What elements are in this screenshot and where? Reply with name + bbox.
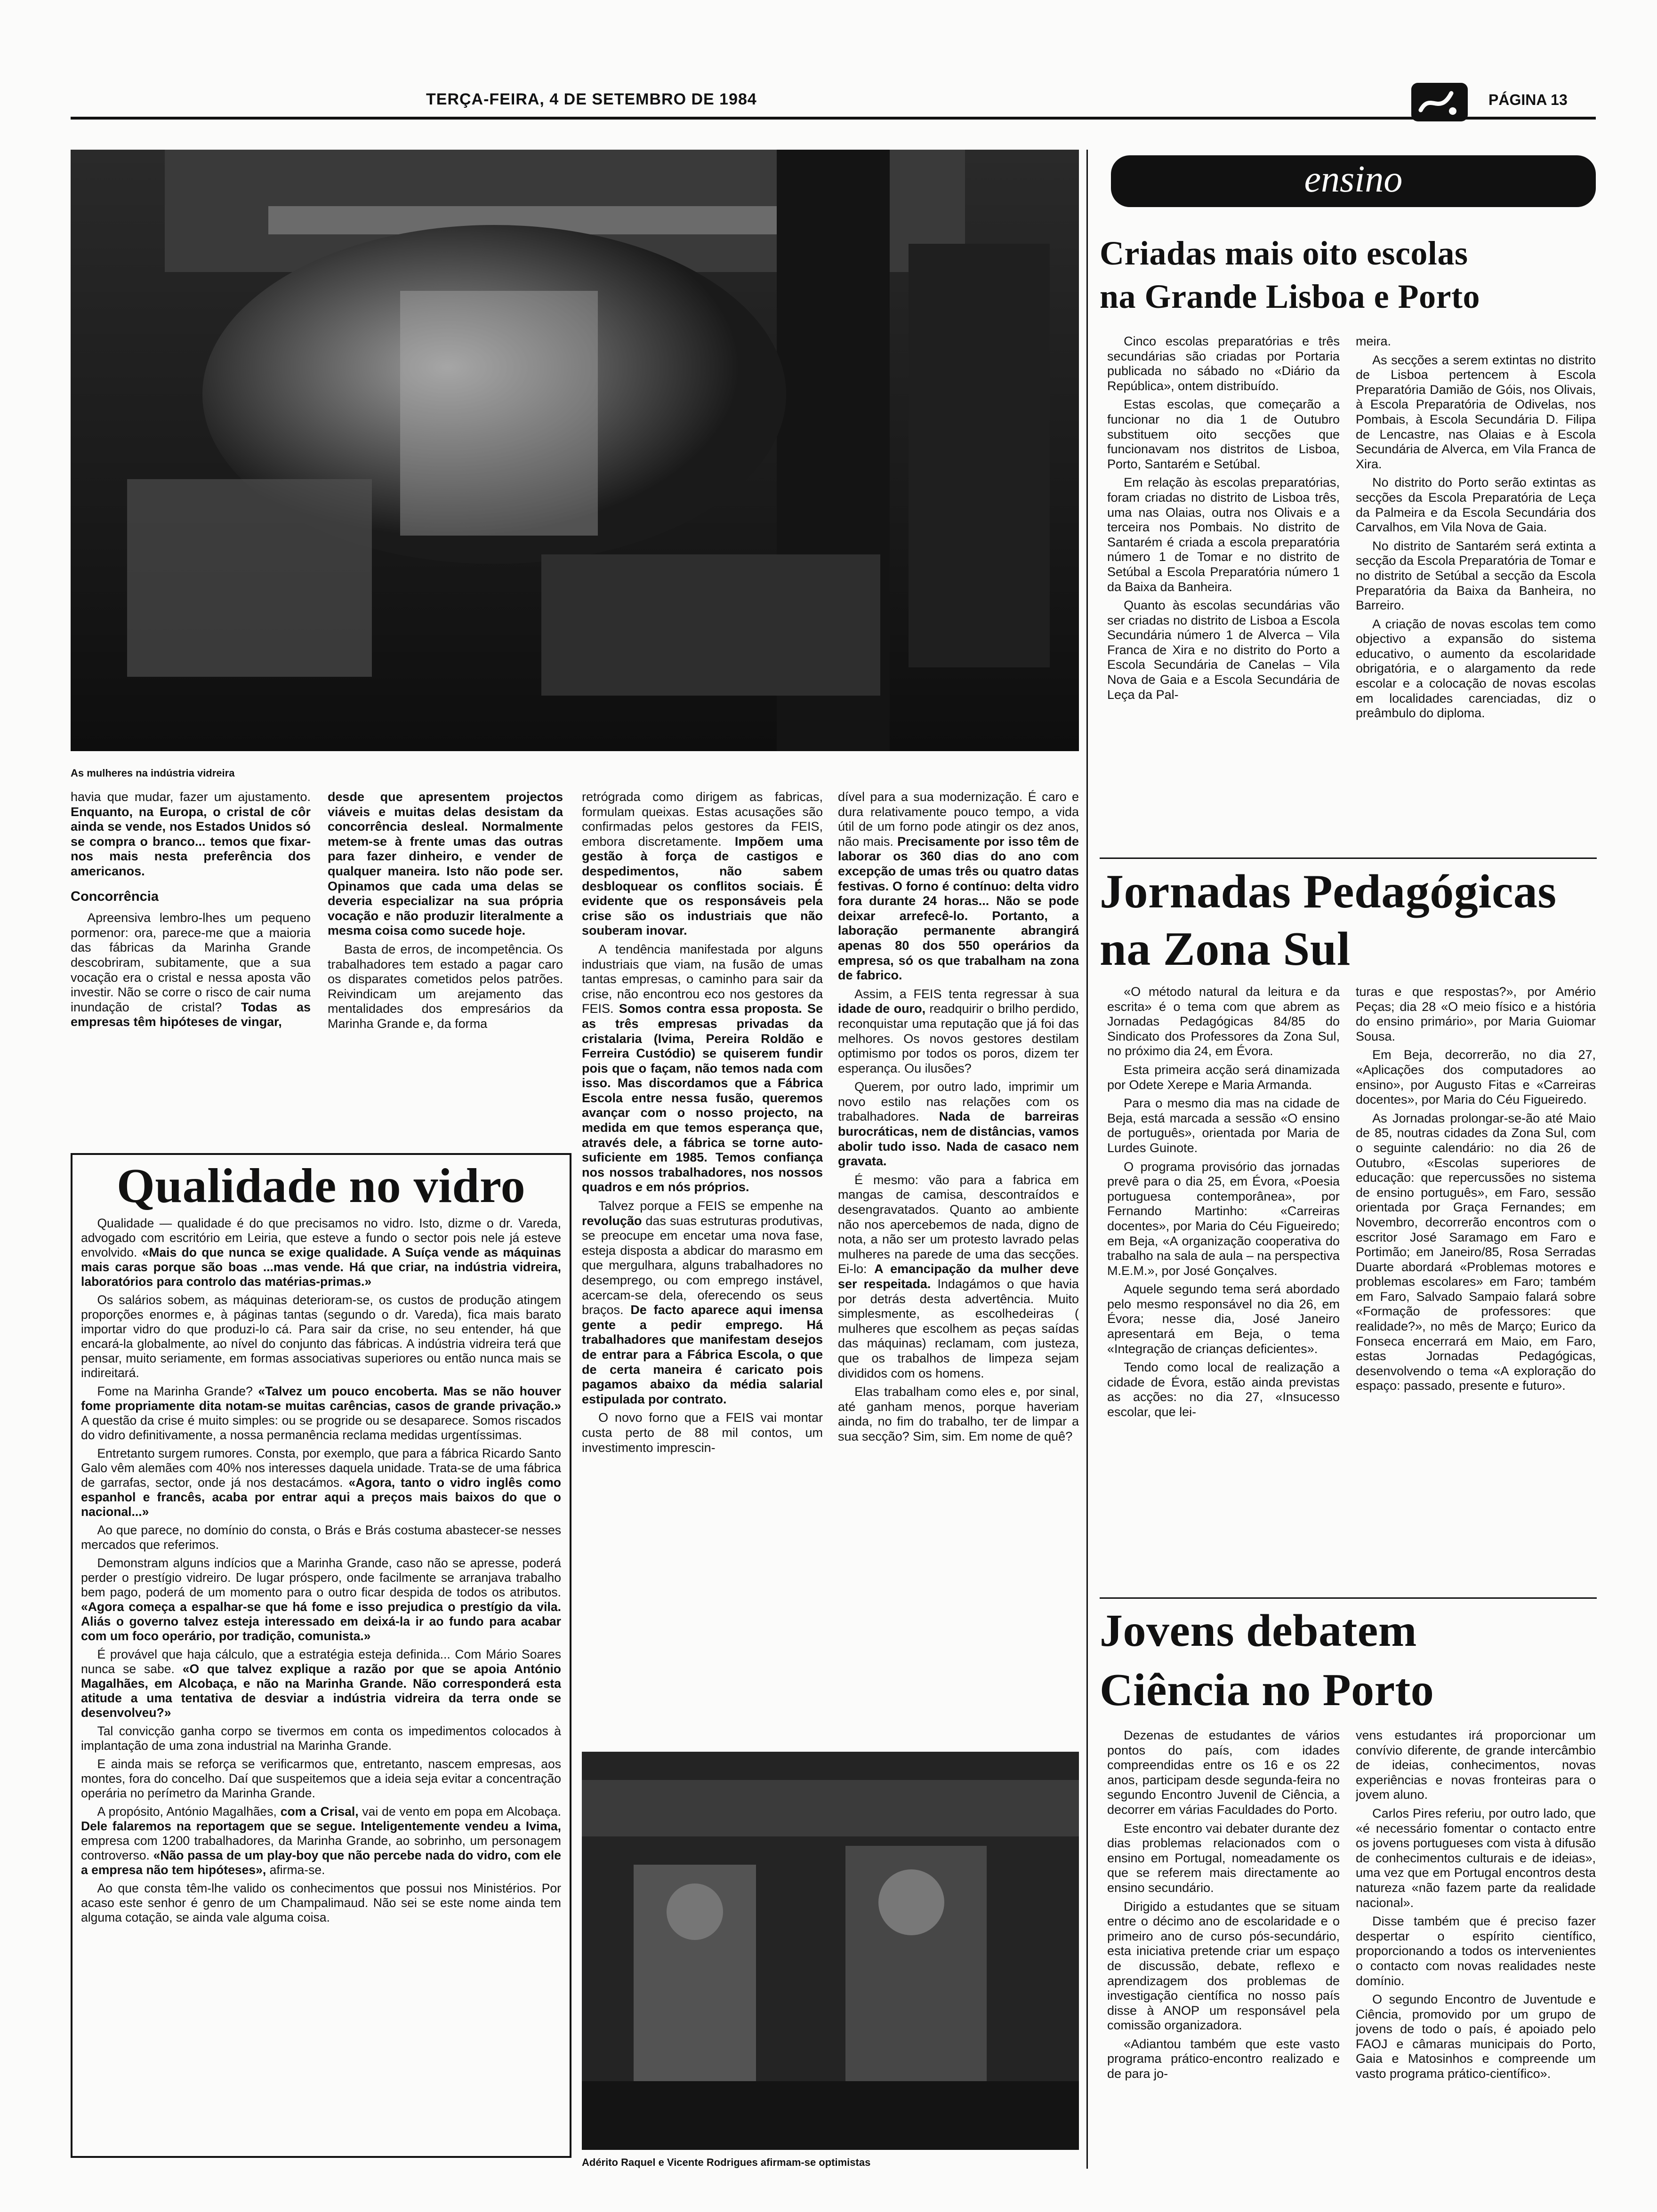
paragraph: dível para a sua modernização. É caro e dura relativamente pouco tempo, a vida útil de um forno pode atingir os dez anos, não mais. Precisamente por isso têm de laborar os 360 dias do ano com excepção de umas três ou quatro datas festivas. O forno é contínuo: delta vidro fora durante 24 horas... Não se pode deixar arrefecê-lo. Portanto, a laboração permanente abrangirá apenas 80 dos 550 operários da empresa, só os que trabalham na zona de fabrico. — [838, 790, 1079, 983]
jovens-column-1 — [1107, 1728, 1340, 2175]
escolas-column-2 — [1356, 334, 1596, 857]
logo-glyph-icon — [1411, 83, 1468, 121]
paragraph: Assim, a FEIS tenta regressar à sua idade de ouro, readquirir o brilho perdido, reconquistar uma reputação que já foi das melhores. Os novos gestores destilam optimismo por todos os poros, dizem ter esperança. Ou ilusões? — [838, 986, 1079, 1075]
glass-factory-photo — [71, 150, 1079, 751]
paragraph: Tal convicção ganha corpo se tivermos em conta os impedimentos colocados à implantação de uma zona industrial na Marinha Grande. — [81, 1724, 561, 1753]
paragraph: Dirigido a estudantes que se situam entre o décimo ano de escolaridade e o primeiro ano de curso pós-secundário, esta iniciativa pretende criar um espaço de discussão, debate, reflexo e aprendizagem dos problemas de investigação científica no nosso país disse à ANOP um responsável pela comissão organizadora. — [1107, 1899, 1340, 2033]
headline-line: Criadas mais oito escolas — [1100, 234, 1468, 272]
page-number: PÁGINA 13 — [1488, 91, 1568, 108]
paragraph: Em Beja, decorrerão, no dia 27, «Aplicações dos computadores ao ensino», por Augusto Fitas e «Carreiras docentes», por Maria do Céu Figueiredo. — [1356, 1048, 1596, 1107]
header-date: TERÇA-FEIRA, 4 DE SETEMBRO DE 1984 — [426, 90, 757, 108]
paragraph: Aquele segundo tema será abordado pelo mesmo responsável no dia 26, em Évora; nesse dia, José Janeiro apresentará em Beja, o tema «Integração de crianças deficientes». — [1107, 1282, 1340, 1356]
paragraph: desde que apresentem projectos viáveis e muitas delas desistam da concorrência desleal. Normalmente metem-se à frente umas das outras para fazer dinheiro, e vender de qualquer maneira. Isto não pode ser. Opinamos que cada uma delas se deveria especializar na sua própria vocação e não produzir literalmente a mesma coisa como sucede hoje. — [328, 790, 563, 938]
column-divider — [1086, 150, 1088, 2169]
paragraph: Querem, por outro lado, imprimir um novo estilo nas relações com os trabalhadores. Nada de barreiras burocráticas, nem de distâncias, vamos abolir tudo isso. Nada de casaco nem gravata. — [838, 1080, 1079, 1169]
headline-line: Jornadas Pedagógicas — [1100, 865, 1557, 918]
box-body — [81, 1216, 561, 2153]
paragraph: Basta de erros, de incompetência. Os trabalhadores tem estado a pagar caro os disparates cometidos pelos patrões. Reivindicam um arejamento das mentalidades dos empresários da Marinha Grande e, da forma — [328, 942, 563, 1031]
headline-line: na Grande Lisboa e Porto — [1100, 278, 1480, 315]
paragraph: A criação de novas escolas tem como objectivo a expansão do sistema educativo, o aumento da escolaridade obrigatória, e o alargamento da rede escolar e a colocação de novas escolas em localidades carenciadas, diz o preâmbulo do diploma. — [1356, 617, 1596, 721]
article-column-3 — [582, 790, 823, 1745]
section-label: ensino — [1304, 159, 1403, 200]
paragraph: Cinco escolas preparatórias e três secundárias são criadas por Portaria publicada no sábado no «Diário da República», ontem distribuído. — [1107, 334, 1340, 393]
paragraph: Apreensiva lembro-lhes um pequeno pormenor: ora, parece-me que a maioria das fábricas da Marinha Grande descobriram, subitamente, que a sua vocação era o cristal e nessa aposta vão investir. Não se corre o risco de cair numa inundação de cristal? Todas as empresas têm hipóteses de vingar, — [71, 911, 311, 1029]
article-separator — [1100, 858, 1597, 859]
escolas-column-1 — [1107, 334, 1340, 857]
paragraph: «Adiantou também que este vasto programa prático-encontro realizado e de para jo- — [1107, 2036, 1340, 2081]
article-column-2 — [328, 790, 563, 1143]
paragraph: Carlos Pires referiu, por outro lado, que «é necessário fomentar o contacto entre os jovens portugueses com vista à difusão de conhecimentos culturais e de ideias», uma vez que em Portugal encontros desta natureza «não fazem parte da realidade nacional». — [1356, 1806, 1596, 1910]
paragraph: Dezenas de estudantes de vários pontos do país, com idades compreendidas entre os 16 e os 22 anos, participam desde segunda-feira no segundo Encontro Juvenil de Ciência, a decorrer em várias Faculdades do Porto. — [1107, 1728, 1340, 1817]
paragraph: É mesmo: vão para a fabrica em mangas de camisa, descontraídos e desengravatados. Quanto ao ambiente não nos apercebemos de nada, digno de nota, a não ser um protesto lavrado pelas mulheres na parede de uma das secções. Ei-lo: A emancipação da mulher deve ser respeitada. Indagámos o que havia por detrás desta advertência. Muito simplesmente, as escolhedeiras ( mulheres que escolhem as peças saídas das máquinas) reclamam, com justeza, que os trabalhos de limpeza sejam divididos com os homens. — [838, 1172, 1079, 1380]
paragraph: Quanto às escolas secundárias vão ser criadas no distrito de Lisboa a Escola Secundária número 1 de Alverca – Vila Franca de Xira e no distrito do Porto a Escola Secundária de Canelas – Vila Nova de Gaia e a Escola Secundária de Leça da Pal- — [1107, 598, 1340, 702]
paragraph: Em relação às escolas preparatórias, foram criadas no distrito de Lisboa três, uma nas Olaias, outra nos Olivais e a terceira nos Pombais. No distrito de Santarém é criada a escola preparatória número 1 de Tomar e no distrito de Setúbal a Escola Preparatória número 1 da Baixa da Banheira. — [1107, 475, 1340, 594]
paragraph: Para o mesmo dia mas na cidade de Beja, está marcada a sessão «O ensino de português», orientada por Maria de Lurdes Guinote. — [1107, 1096, 1340, 1155]
paragraph: meira. — [1356, 334, 1392, 348]
paragraph: havia que mudar, fazer um ajustamento. Enquanto, na Europa, o cristal de côr ainda se vende, nos Estados Unidos só se compra o branco... temos que fixar-nos mais nesta preferência dos americanos. — [71, 790, 311, 878]
paragraph: Ao que parece, no domínio do consta, o Brás e Brás costuma abastecer-se nesses mercados que referimos. — [81, 1523, 561, 1552]
paragraph: Qualidade — qualidade é do que precisamos no vidro. Isto, dizme o dr. Vareda, advogado com escritório em Leiria, que esteve a fundo o sector pois nele já esteve envolvido. «Mais do que nunca se exige qualidade. A Suíça vende as máquinas mais caras porque são boas ...mas vende. Há que criar, na indústria vidreira, laboratórios para controlo das matérias-primas.» — [81, 1216, 561, 1289]
headline-line: Jovens debatem — [1100, 1605, 1417, 1656]
paragraph: Os salários sobem, as máquinas deterioram-se, os custos de produção atingem proporções enormes e, à páginas tantas (segundo o dr. Vareda), fica mais barato importar vidro do que produzi-lo cá. Para sair da crise, no seu entender, há que encará-la globalmente, ao nível do conjunto das fábricas. A indústria vidreira terá que pensar, muito seriamente, em formas associativas superiores ou então nunca mais se indireitará. — [81, 1293, 561, 1380]
subheading-concorrencia: Concorrência — [71, 889, 159, 904]
paragraph: Tendo como local de realização a cidade de Évora, estão ainda previstas as acções: no dia 27, «Insucesso escolar, que lei- — [1107, 1360, 1340, 1419]
sidebar-box-qualidade — [71, 1153, 571, 2158]
paragraph: Este encontro vai debater durante dez dias problemas relacionados com o ensino em Portugal, nomeadamente os que se referem mais directamente ao ensino secundário. — [1107, 1821, 1340, 1895]
paragraph: E ainda mais se reforça se verificarmos que, entretanto, nascem empresas, aos montes, fora do concelho. Daí que suspeitemos que a ideia seja evitar a concentração operária no perímetro da Marinha Grande. — [81, 1757, 561, 1800]
headline-line: Ciência no Porto — [1100, 1665, 1434, 1715]
article-headline-escolas — [1100, 232, 1599, 318]
paragraph: A tendência manifestada por alguns industriais que viam, na fusão de umas tantas empresas, o caminho para sair da crise, não encontrou eco nos gestores da FEIS. Somos contra essa proposta. Se as três empresas privadas da cristalaria (Ivima, Pereira Roldão e Ferreira Custódio) se quiserem fundir pois que o façam, não temos nada com isso. Mas discordamos que a Fábrica Escola entre nessa fusão, queremos avançar com o nosso projecto, na medida em que temos esperança que, através dele, a fábrica se torne auto-suficiente em 1985. Temos confiança nos nossos trabalhadores, nos nossos quadros e em nós próprios. — [582, 942, 823, 1194]
paragraph: As secções a serem extintas no distrito de Lisboa pertencem à Escola Preparatória Damião de Góis, nos Olivais, à Escola Preparatória de Odivelas, nos Pombais, à Escola Secundária D. Filipa de Lencastre, nas Olaias e à Escola Secundária de Alverca, em Vila Franca de Xira. — [1356, 353, 1596, 471]
photo-caption-2: Adérito Raquel e Vicente Rodrigues afirmam-se optimistas — [582, 2156, 871, 2168]
article-separator — [1100, 1597, 1597, 1599]
paragraph: Fome na Marinha Grande? «Talvez um pouco encoberta. Mas se não houver fome propriamente dita notam-se muitas carências, casos de grande privação.» A questão da crise é muito simples: ou se progride ou se desaparece. Somos riscados do vidro definitivamente, a nossa permanência reclama medidas urgentíssimas. — [81, 1384, 561, 1442]
box-title: Qualidade no vidro — [116, 1159, 526, 1213]
paragraph: O novo forno que a FEIS vai montar custa perto de 88 mil contos, um investimento imprescin- — [582, 1411, 823, 1455]
paragraph: vens estudantes irá proporcionar um convívio diferente, de grande intercâmbio de ideias, conhecimentos, novas experiências e novas fronteiras para o jovem aluno. — [1356, 1728, 1596, 1802]
jornadas-column-1 — [1107, 985, 1340, 1596]
paragraph: O programa provisório das jornadas prevê para o dia 25, em Évora, «Poesia portuguesa contemporânea», por Fernando Martinho: «Carreiras docentes», por Maria do Céu Figueiredo; em Beja, «A organização cooperativa do trabalho na sala de aula – na perspectiva M.E.M.», por José Gonçalves. — [1107, 1159, 1340, 1278]
article-column-4 — [838, 790, 1079, 1750]
paragraph: Elas trabalham como eles e, por sinal, até ganham menos, porque haveriam ainda, no fim do trabalho, ter de limpar a sua secção? Sim, sim. Em nome de quê? — [838, 1385, 1079, 1443]
jornadas-column-2 — [1356, 985, 1596, 1596]
paragraph: retrógrada como dirigem as fabricas, formulam queixas. Estas acusações são confirmadas pelos gestores da FEIS, embora discretamente. Impõem uma gestão à força de castigos e despedimentos, não sabem desbloquear os conflitos sociais. É evidente que os responsáveis pela crise são os industriais que não souberam inovar. — [582, 790, 823, 938]
paragraph: Esta primeira acção será dinamizada por Odete Xerepe e Maria Armanda. — [1107, 1062, 1340, 1092]
header-rule — [71, 117, 1596, 120]
jovens-column-2 — [1356, 1728, 1596, 2175]
workers-photo — [582, 1752, 1079, 2150]
paragraph: É provável que haja cálculo, que a estratégia esteja definida... Com Mário Soares nunca se sabe. «O que talvez explique a razão por que se apoia António Magalhães, em Alcobaça, e não na Marinha Grande. Não corresponderá esta atitude a uma tentativa de desviar a indústria vidreira da terra onde se desenvolveu?» — [81, 1647, 561, 1720]
paragraph: Entretanto surgem rumores. Consta, por exemplo, que para a fábrica Ricardo Santo Galo vêm alemães com 40% nos interesses daquela unidade. Trata-se de uma fábrica de garrafas, sector, onde já nos destacámos. «Agora, tanto o vidro inglês como espanhol e francês, acaba por entrar aqui a preços mais baixos do que o nacional...» — [81, 1446, 561, 1519]
article-column-1 — [71, 790, 311, 1194]
newspaper-logo — [1411, 83, 1468, 121]
paragraph: O segundo Encontro de Juventude e Ciência, promovido por um grupo de jovens de todo o país, é apoiado pelo FAOJ e câmaras municipais do Porto, Gaia e Matosinhos e compreende um vasto programa prático-científico». — [1356, 1992, 1596, 2081]
paragraph: No distrito de Santarém será extinta a secção da Escola Preparatória de Tomar e no distrito de Setúbal a secção da Escola Preparatória da Baixa da Banheira, no Barreiro. — [1356, 538, 1596, 613]
paragraph: turas e que respostas?», por Amério Peças; dia 28 «O meio físico e a história do ensino primário», por Maria Guiomar Sousa. — [1356, 985, 1596, 1043]
paragraph: Ao que consta têm-lhe valido os conhecimentos que possui nos Ministérios. Por acaso este senhor é genro de um Champalimaud. Não sei se este nome ainda tem alguma cotação, se ainda vale alguma coisa. — [81, 1881, 561, 1924]
paragraph: Estas escolas, que começarão a funcionar no dia 1 de Outubro substituem oito secções que funcionavam nos distritos de Lisboa, Porto, Santarém e Setúbal. — [1107, 397, 1340, 471]
paragraph: Talvez porque a FEIS se empenhe na revolução das suas estruturas produtivas, se preocupe em encetar uma nova fase, esteja disposta a abdicar do marasmo em que mergulhara, alguns trabalhadores no desemprego, ou com emprego instável, acercam-se dela, oferecendo os seus braços. De facto aparece aqui imensa gente a pedir emprego. Há trabalhadores que manifestam desejos de entrar para a Fábrica Escola, o que de certa maneira é caricato pois pagamos abaixo da média salarial estipulada por contrato. — [582, 1199, 823, 1406]
article-headline-jornadas — [1100, 863, 1599, 978]
paragraph: Demonstram alguns indícios que a Marinha Grande, caso não se apresse, poderá perder o prestígio vidreiro. De lugar próspero, onde facilmente se arranjava trabalho bem pago, poderá de um momento para o outro ficar despida de todos os atributos. «Agora começa a espalhar-se que há fome e isso prejudica o prestígio da vila. Aliás o governo talvez esteja interessado em deixá-la ir ao fundo para acabar com um foco operário, por tradição, comunista.» — [81, 1556, 561, 1643]
paragraph: As Jornadas prolongar-se-ão até Maio de 85, noutras cidades da Zona Sul, com o seguinte calendário: no dia 26 de Outubro, «Escolas superiores de educação: que repercussões no sistema de ensino português», em Faro, sessão orientada por Graça Fernandes; em Novembro, decorrerão encontros com o escritor José Saramago em Faro e Portimão; em Janeiro/85, Rosa Serradas Duarte abordará «Problemas motores e problemas escolares» em Faro; também em Faro, Salvado Sampaio falará sobre «Formação de professores: que realidade?», no mês de Março; Eurico da Fonseca encerrará em Maio, em Faro, estas Jornadas Pedagógicas, desenvolvendo o tema «A exploração do espaço: passado, presente e futuro». — [1356, 1111, 1596, 1393]
headline-line: na Zona Sul — [1100, 922, 1351, 976]
paragraph: «O método natural da leitura e da escrita» é o tema com que abrem as Jornadas Pedagógicas 84/85 do Sindicato dos Professores da Zona Sul, no próximo dia 24, em Évora. — [1107, 985, 1340, 1058]
photo-caption: As mulheres na indústria vidreira — [71, 767, 235, 779]
paragraph: Disse também que é preciso fazer despertar o espírito científico, proporcionando a todos os intervenientes o contacto com novas realidades neste domínio. — [1356, 1914, 1596, 1988]
article-headline-jovens — [1100, 1601, 1599, 1720]
section-banner — [1111, 155, 1596, 207]
paragraph: A propósito, António Magalhães, com a Crisal, vai de vento em popa em Alcobaça. Dele falaremos na reportagem que se segue. Inteligentemente vendeu a Ivima, empresa com 1200 trabalhadores, da Marinha Grande, ao sobrinho, um personagem controverso. «Não passa de um play-boy que não percebe nada do vidro, com ele a empresa não tem hipóteses», afirma-se. — [81, 1804, 561, 1877]
paragraph: No distrito do Porto serão extintas as secções da Escola Preparatória de Leça da Palmeira e da Escola Secundária dos Carvalhos, em Vila Nova de Gaia. — [1356, 475, 1596, 535]
